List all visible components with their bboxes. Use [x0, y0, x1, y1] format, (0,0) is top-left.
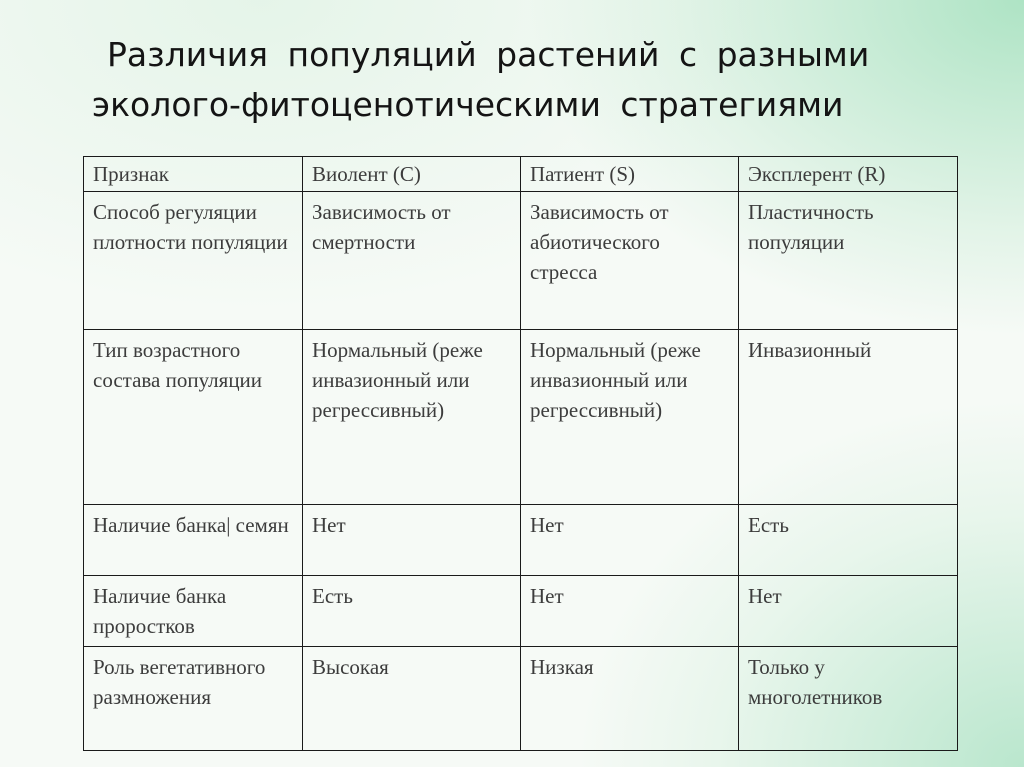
cell-feature: Способ регуляции плотности популяции: [84, 192, 303, 330]
cell-patient: Нормальный (реже инвазионный или регрессивный): [521, 330, 739, 505]
cell-violent: Нормальный (реже инвазионный или регрессивный): [303, 330, 521, 505]
slide-title: [92, 30, 972, 130]
table-row: [84, 576, 958, 647]
header-cell-violent: Виолент (C): [303, 157, 521, 192]
cell-explerent: Инвазионный: [739, 330, 958, 505]
cell-explerent: Пластичность популяции: [739, 192, 958, 330]
table-row: [84, 330, 958, 505]
cell-patient: Нет: [521, 576, 739, 647]
header-cell-feature: Признак: [84, 157, 303, 192]
cell-violent: Есть: [303, 576, 521, 647]
strategies-table: [83, 156, 958, 751]
cell-feature: Наличие банка проростков: [84, 576, 303, 647]
cell-patient: Зависимость от абиотического стресса: [521, 192, 739, 330]
table-row: [84, 647, 958, 751]
table-row: [84, 192, 958, 330]
slide-title-line-2: эколого-фитоценотическими стратегиями: [92, 85, 844, 124]
table-row: [84, 505, 958, 576]
cell-patient: Нет: [521, 505, 739, 576]
cell-violent: Высокая: [303, 647, 521, 751]
cell-feature: Наличие банка| семян: [84, 505, 303, 576]
header-cell-patient: Патиент (S): [521, 157, 739, 192]
cell-violent: Нет: [303, 505, 521, 576]
cell-feature: Роль вегетативного размножения: [84, 647, 303, 751]
cell-explerent: Есть: [739, 505, 958, 576]
table-header-row: [84, 157, 958, 192]
cell-patient: Низкая: [521, 647, 739, 751]
cell-explerent: Нет: [739, 576, 958, 647]
cell-feature: Тип возрастного состава популяции: [84, 330, 303, 505]
cell-violent: Зависимость от смертности: [303, 192, 521, 330]
cell-explerent: Только у многолетников: [739, 647, 958, 751]
slide-title-line-1: Различия популяций растений с разными: [107, 35, 870, 74]
header-cell-explerent: Эксплерент (R): [739, 157, 958, 192]
